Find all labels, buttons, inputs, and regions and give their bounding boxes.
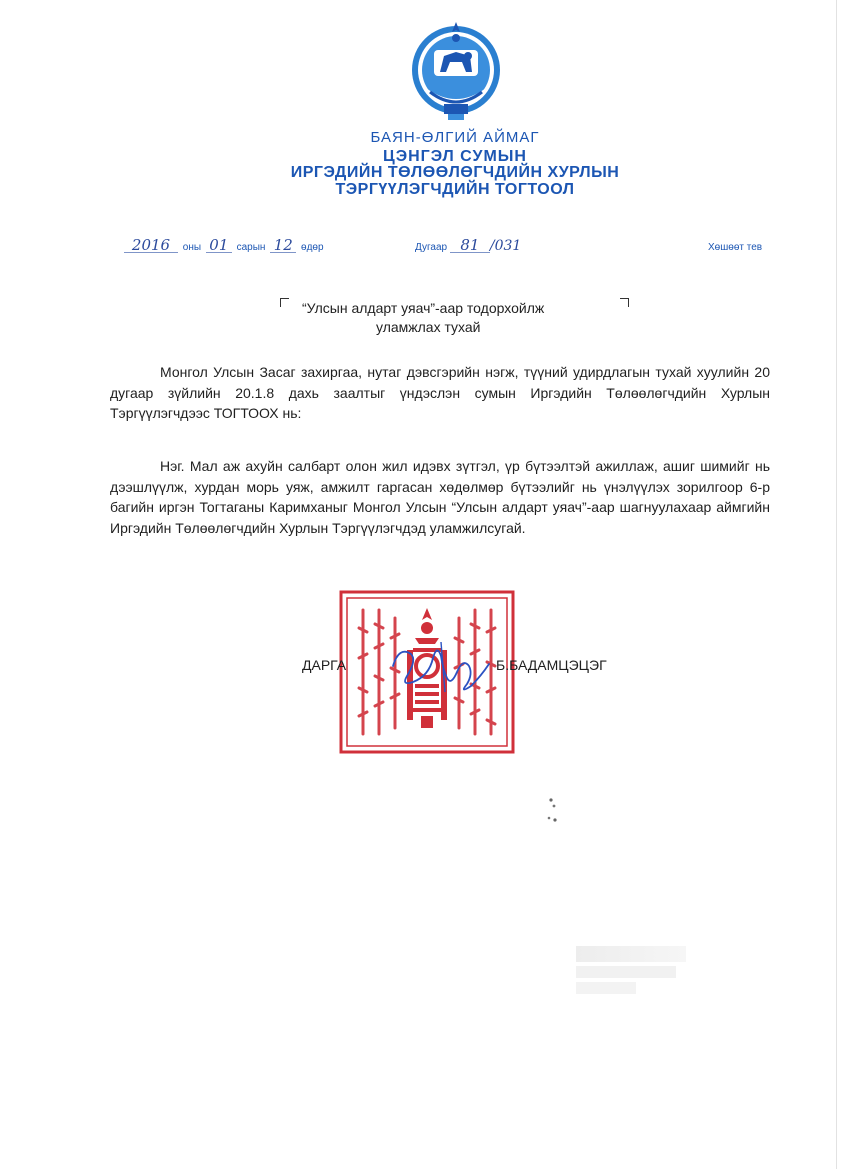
date-month-suffix: сарын [236,242,266,253]
handwritten-signature-icon [385,636,495,696]
bracket-left-icon [280,298,289,307]
header-resolution: ТЭРГҮҮЛЭГЧДИЙН ТОГТООЛ [335,181,575,198]
number-label: Дугаар [415,242,448,253]
date-year-suffix: оны [182,242,202,253]
stray-marks-icon [545,796,561,826]
state-emblem-icon [410,18,502,128]
date-day-suffix: өдөр [301,242,324,253]
date-month: 01 [206,238,232,253]
signatory-name: Б.БАДАМЦЭЦЭГ [496,657,607,673]
header-council: ИРГЭДИЙН ТӨЛӨӨЛӨГЧДИЙН ХУРЛЫН [290,164,620,181]
number-line [415,238,521,254]
paragraph-preamble: Монгол Улсын Засаг захиргаа, нутаг дэвсгэрийн нэгж, түүний удирдлагын тухай хуулийн 20 дугаар зүйлийн 20.1.8 дахь заалтыг үндэслэн сумын Иргэдийн Төлөөлөгчдийн Хурлын Тэргүүлэгчдээс ТОГТООХ нь: [110,364,770,421]
date-line [124,238,326,253]
paragraph-decision: Нэг. Мал аж ахуйн салбарт олон жил идэвх зүтгэл, үр бүтээлтэй ажиллаж, ашиг шимийг нь дээшлүүлж, хурдан морь уяж, амжилт гаргасан хөдөлмөр бүтээлийг нь үнэлүүлэх зорилгоор 6-р багийн иргэн Тогтаганы Каримханыг Монгол Улсын “Улсын алдарт уяач”-аар шагнуулахаар аймгийн Иргэдийн Төлөөлөгчдийн Хурлын Тэргүүлэгчдэд уламжилсугай. [110,458,770,536]
place-name: Хөшөөт тев [708,242,763,253]
subject-line-1: “Улсын алдарт уяач”-аар тодорхойлж [302,300,545,316]
document-number: 81 [450,238,490,253]
page-edge [836,0,837,1169]
date-year: 2016 [124,238,178,253]
faint-bleedthrough [576,946,696,994]
document-number-suffix: /031 [489,238,522,254]
subject-line-2: уламжлах тухай [376,319,481,335]
header-sum: ЦЭНГЭЛ СУМЫН [383,148,527,165]
date-day: 12 [270,238,296,253]
header-aimag: БАЯН-ӨЛГИЙ АЙМАГ [370,129,540,146]
bracket-right-icon [620,298,629,307]
signatory-title: ДАРГА [302,657,347,673]
